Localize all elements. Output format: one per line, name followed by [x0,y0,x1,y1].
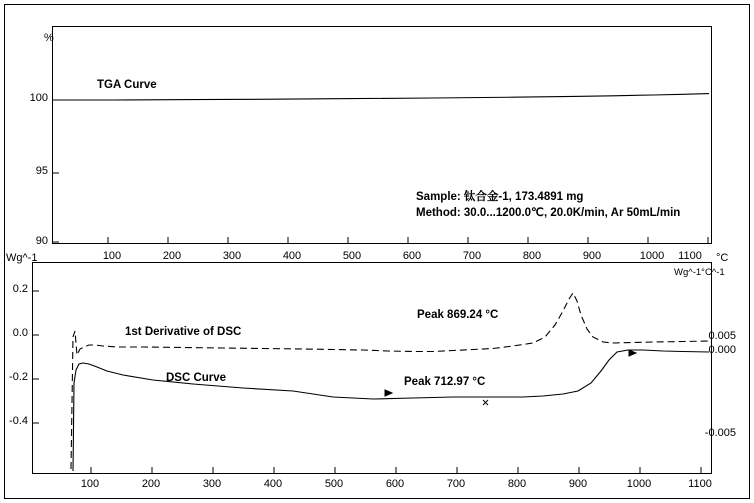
tga-xtick-700: 700 [462,250,482,262]
dsc-ytick-m0p4: -0.4 [9,415,28,427]
tga-xtick-600: 600 [402,250,422,262]
dsc-xtick-1100: 1100 [688,478,712,490]
tga-xtick-300: 300 [222,250,242,262]
dsc-x-unit: °C [716,252,729,264]
dsc-ytick-0p2: 0.2 [12,283,28,295]
dsc-xtick-400: 400 [263,478,283,490]
tga-xtick-1000: 1000 [639,250,665,262]
tga-ytick-95: 95 [35,165,48,177]
dsc-ytick-m0p2: -0.2 [9,371,28,383]
marker-triangle-right [629,350,636,356]
tga-xtick-1100: 1100 [678,250,702,262]
dsc-y-unit-right: Wg^-1°C^-1 [674,267,725,278]
tga-xtick-100: 100 [102,250,122,262]
dsc-xtick-700: 700 [446,478,466,490]
dsc-ytick-right-0p000: 0.000 [708,344,736,356]
dsc-ytick-right-m0p005: -0.005 [704,427,736,439]
dsc-xtick-800: 800 [507,478,527,490]
dsc-ytick-0p0: 0.0 [12,327,28,339]
dsc-plot-area [32,262,712,474]
tga-ytick-100: 100 [29,92,48,104]
tga-xtick-500: 500 [342,250,362,262]
dsc-xtick-500: 500 [324,478,344,490]
tga-ytick-90: 90 [35,235,48,247]
method-info-line: Method: 30.0...1200.0℃, 20.0K/min, Ar 50mL/min [416,207,681,219]
dsc-xtick-900: 900 [568,478,588,490]
dsc-y-unit-left: Wg^-1 [6,252,38,264]
dsc-curve-label: DSC Curve [166,372,227,384]
dsc-ytick-right-0p005: 0.005 [708,330,736,342]
dsc-xtick-600: 600 [385,478,405,490]
tga-xtick-800: 800 [522,250,542,262]
tga-curve-path [55,94,709,100]
peak-label-derivative: Peak 869.24 °C [417,309,499,321]
sample-info-line: Sample: 钛合金-1, 173.4891 mg [416,191,584,203]
dsc-xtick-300: 300 [202,478,222,490]
dsc-xtick-1000: 1000 [626,478,652,490]
tga-xtick-900: 900 [582,250,602,262]
tga-xtick-400: 400 [282,250,302,262]
dsc-curve-path [73,350,709,471]
derivative-curve-label: 1st Derivative of DSC [125,326,242,338]
tga-curve-label: TGA Curve [97,79,157,91]
tga-y-unit: % [44,32,54,44]
dsc-svg [33,263,711,473]
dsc-xtick-200: 200 [141,478,161,490]
dsc-xtick-100: 100 [80,478,100,490]
tga-xtick-200: 200 [162,250,182,262]
peak-label-dsc: Peak 712.97 °C [404,376,486,388]
marker-triangle-left [385,390,392,396]
marker-x-dsc [483,400,488,405]
